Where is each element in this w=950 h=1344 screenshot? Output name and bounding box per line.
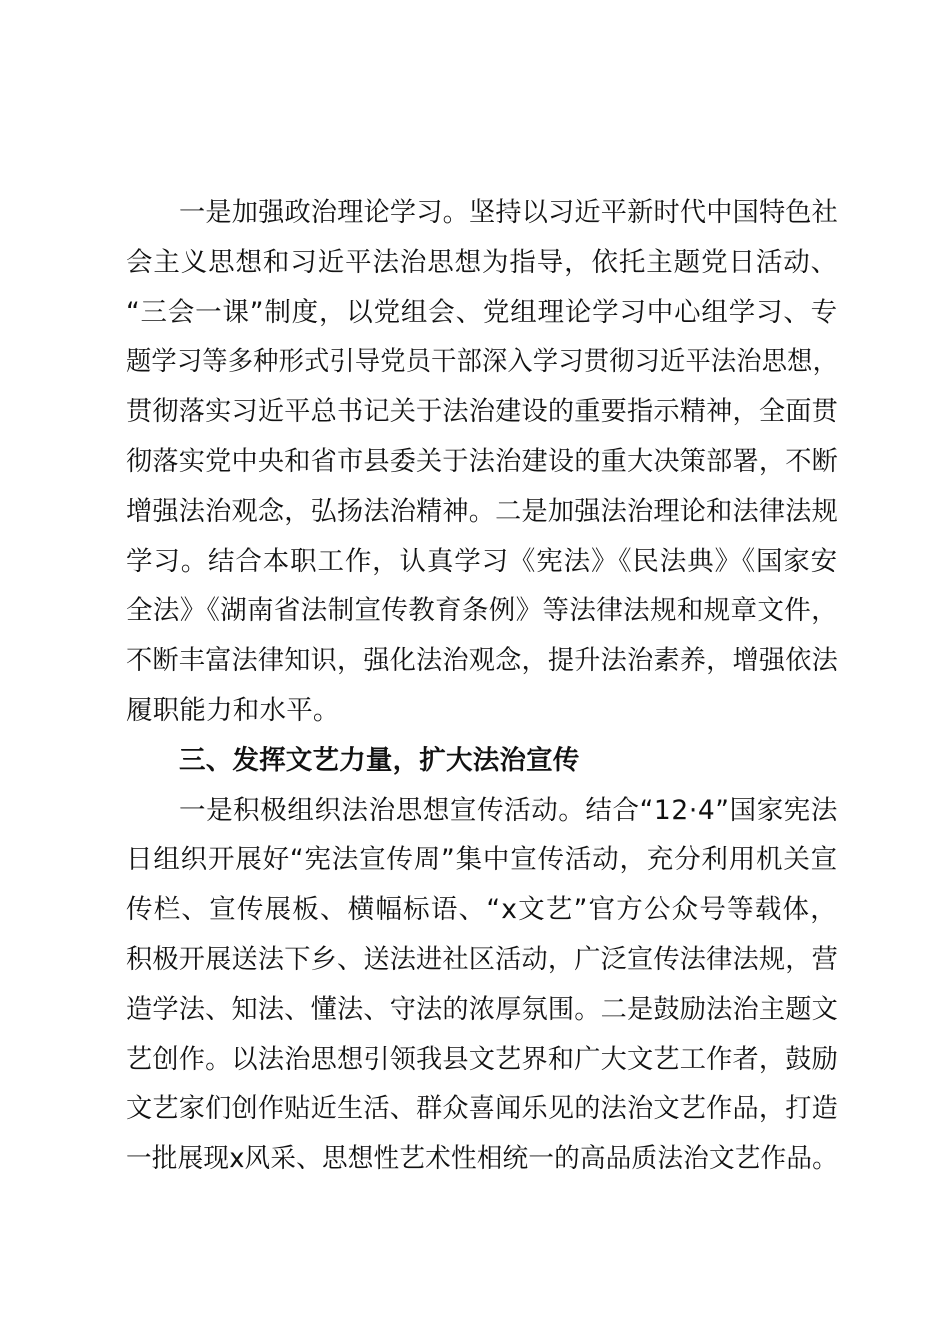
line-text: 会主义思想和习近平法治思想为指导，依托主题党日活动、 (126, 246, 838, 278)
text-line (126, 1134, 838, 1184)
text-line (126, 1035, 838, 1085)
text-line (126, 188, 838, 238)
line-text: 传栏、宣传展板、横幅标语、“x文艺”官方公众号等载体， (126, 894, 838, 926)
text-line (126, 935, 838, 985)
text-line (126, 288, 838, 338)
line-text: 艺创作。以法治思想引领我县文艺界和广大文艺工作者，鼓励 (126, 1043, 838, 1075)
text-line (126, 337, 838, 387)
line-text: 日组织开展好“宪法宣传周”集中宣传活动，充分利用机关宣 (126, 844, 838, 876)
line-text: 一是积极组织法治思想宣传活动。结合“12·4”国家宪法 (179, 794, 838, 826)
text-line (126, 835, 838, 885)
text-line (126, 786, 838, 836)
line-text: 造学法、知法、懂法、守法的浓厚氛围。二是鼓励法治主题文 (126, 993, 838, 1025)
section-heading-text: 三、发挥文艺力量，扩大法治宣传 (179, 744, 580, 776)
text-line (126, 686, 838, 736)
text-line (126, 636, 838, 686)
line-text: 全法》《湖南省法制宣传教育条例》等法律法规和规章文件， (126, 595, 838, 627)
text-line (126, 238, 838, 288)
line-text: 题学习等多种形式引导党员干部深入学习贯彻习近平法治思想， (126, 346, 838, 378)
line-text: 积极开展送法下乡、送法进社区活动，广泛宣传法律法规，营 (126, 943, 838, 975)
text-line (126, 885, 838, 935)
line-text: 一批展现x风采、思想性艺术性相统一的高品质法治文艺作品。 (126, 1143, 838, 1175)
text-line (126, 387, 838, 437)
line-text: 一是加强政治理论学习。坚持以习近平新时代中国特色社 (179, 197, 838, 228)
text-line (126, 487, 838, 537)
line-text: 履职能力和水平。 (126, 694, 340, 726)
paragraph-publicity (126, 786, 838, 1184)
text-line (126, 985, 838, 1035)
section-heading (126, 736, 838, 786)
paragraph-party-study (126, 188, 838, 736)
line-text: 不断丰富法律知识，强化法治观念，提升法治素养，增强依法 (126, 645, 838, 677)
line-text: 学习。结合本职工作，认真学习《宪法》《民法典》《国家安 (126, 545, 838, 577)
line-text: 彻落实党中央和省市县委关于法治建设的重大决策部署，不断 (126, 445, 838, 477)
line-text: “三会一课”制度，以党组会、党组理论学习中心组学习、专 (126, 296, 838, 328)
text-line (126, 437, 838, 487)
text-line (126, 1084, 838, 1134)
text-line (126, 537, 838, 587)
text-line (126, 586, 838, 636)
line-text: 增强法治观念，弘扬法治精神。二是加强法治理论和法律法规 (126, 495, 838, 527)
document-body (126, 188, 838, 1184)
line-text: 贯彻落实习近平总书记关于法治建设的重要指示精神，全面贯 (126, 396, 838, 428)
line-text: 文艺家们创作贴近生活、群众喜闻乐见的法治文艺作品，打造 (126, 1093, 838, 1125)
